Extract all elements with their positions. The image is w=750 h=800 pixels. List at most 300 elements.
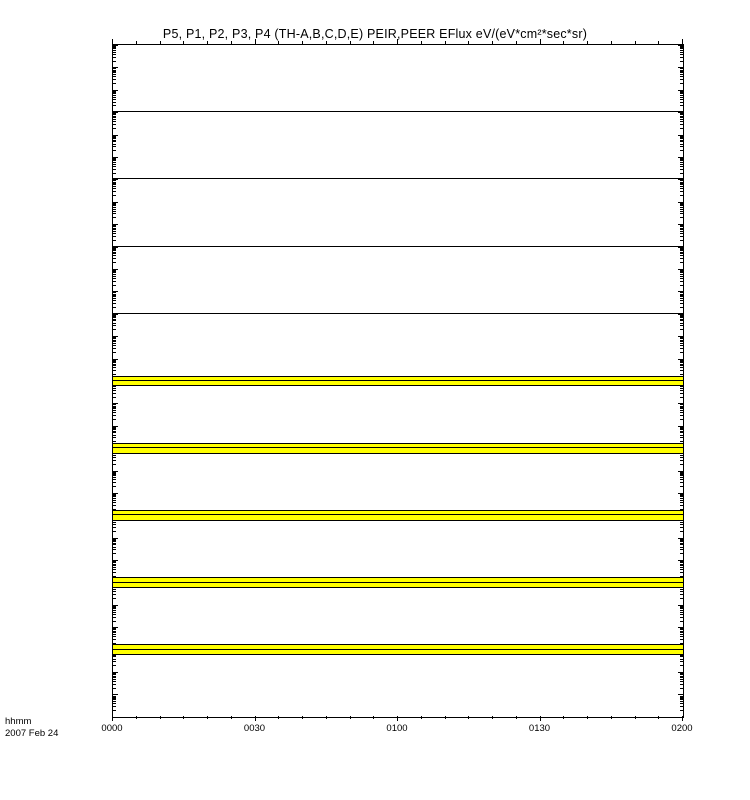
y-axis-minor-tick-mark <box>680 303 683 304</box>
y-axis-minor-tick-mark <box>680 544 683 545</box>
y-axis-minor-tick-mark <box>113 632 116 633</box>
y-axis-minor-tick-mark <box>680 46 683 47</box>
y-axis-minor-tick-mark <box>680 74 683 75</box>
y-axis-minor-tick-mark <box>113 300 116 301</box>
y-axis-minor-tick-mark <box>113 435 116 436</box>
y-axis-minor-tick-mark <box>113 57 116 58</box>
y-axis-minor-tick-mark <box>680 91 683 92</box>
y-axis-minor-tick-mark <box>113 205 116 206</box>
y-axis-minor-tick-mark <box>113 364 116 365</box>
y-axis-minor-tick-mark <box>113 229 116 230</box>
y-axis-minor-tick-mark <box>113 61 116 62</box>
y-axis-minor-tick-mark <box>113 540 116 541</box>
chart-panel <box>113 179 683 246</box>
y-axis-minor-tick-mark <box>113 93 116 94</box>
y-axis-minor-tick-mark <box>680 569 683 570</box>
y-axis-minor-tick-mark <box>113 360 116 361</box>
y-axis-minor-tick-mark <box>113 248 116 249</box>
y-axis-minor-tick-mark <box>113 116 116 117</box>
y-axis-minor-tick-mark <box>680 204 683 205</box>
x-axis-tick-mark <box>397 716 398 721</box>
y-axis-minor-tick-mark <box>113 186 116 187</box>
y-axis-minor-tick-mark <box>113 699 116 700</box>
y-axis-minor-tick-mark <box>680 539 683 540</box>
x-axis-minor-tick-mark <box>231 716 232 719</box>
y-axis-minor-tick-mark <box>113 544 116 545</box>
y-axis-minor-tick-mark <box>680 565 683 566</box>
y-axis-minor-tick-mark <box>680 673 683 674</box>
y-axis-minor-tick-mark <box>113 432 116 433</box>
y-axis-minor-tick-mark <box>113 475 116 476</box>
data-band <box>113 515 683 520</box>
y-axis-minor-tick-mark <box>113 498 116 499</box>
y-axis-minor-tick-mark <box>680 213 683 214</box>
y-axis-minor-tick-mark <box>680 137 683 138</box>
y-axis-minor-tick-mark <box>113 531 116 532</box>
y-axis-minor-tick-mark <box>113 352 116 353</box>
y-axis-minor-tick-mark <box>113 527 116 528</box>
y-axis-minor-tick-mark <box>113 294 116 295</box>
y-axis-minor-tick-mark <box>680 567 683 568</box>
y-axis-minor-tick-mark <box>680 561 683 562</box>
y-axis-minor-tick-mark <box>113 505 116 506</box>
y-axis-minor-tick-mark <box>680 661 683 662</box>
y-axis-minor-tick-mark <box>113 679 116 680</box>
x-axis-minor-tick-mark <box>278 716 279 719</box>
y-axis-minor-tick-mark <box>680 486 683 487</box>
y-axis-minor-tick-mark <box>680 319 683 320</box>
x-axis-tick-mark <box>255 716 256 721</box>
y-axis-minor-tick-mark <box>113 217 116 218</box>
y-axis-minor-tick-mark <box>113 182 116 183</box>
y-axis-minor-tick-mark <box>680 99 683 100</box>
y-axis-minor-tick-mark <box>113 270 116 271</box>
y-axis-minor-tick-mark <box>680 684 683 685</box>
y-axis-minor-tick-mark <box>113 524 116 525</box>
y-axis-minor-tick-mark <box>680 70 683 71</box>
y-axis-minor-tick-mark <box>113 393 116 394</box>
y-axis-minor-tick-mark <box>680 272 683 273</box>
y-axis-minor-tick-mark <box>680 159 683 160</box>
y-axis-minor-tick-mark <box>680 703 683 704</box>
y-axis-minor-tick-mark <box>113 365 116 366</box>
y-axis-minor-tick-mark <box>113 278 116 279</box>
y-axis-minor-tick-mark <box>680 500 683 501</box>
y-axis-minor-tick-mark <box>113 48 116 49</box>
data-band <box>113 381 683 386</box>
y-axis-minor-tick-mark <box>113 83 116 84</box>
y-axis-minor-tick-mark <box>680 203 683 204</box>
chart-title: P5, P1, P2, P3, P4 (TH-A,B,C,D,E) PEIR,PEER EFlux eV/(eV*cm²*sec*sr) <box>162 27 588 41</box>
y-axis-minor-tick-mark <box>113 114 116 115</box>
x-axis-minor-tick-mark <box>445 716 446 719</box>
y-axis-minor-tick-mark <box>680 183 683 184</box>
y-axis-minor-tick-mark <box>680 345 683 346</box>
y-axis-minor-tick-mark <box>680 50 683 51</box>
y-axis-minor-tick-mark <box>680 549 683 550</box>
y-axis-minor-tick-mark <box>113 665 116 666</box>
y-axis-minor-tick-mark <box>113 479 116 480</box>
y-axis-minor-tick-mark <box>113 656 116 657</box>
y-axis-minor-tick-mark <box>680 427 683 428</box>
y-axis-minor-tick-mark <box>113 606 116 607</box>
chart-panel <box>113 247 683 314</box>
y-axis-minor-tick-mark <box>113 564 116 565</box>
y-axis-minor-tick-mark <box>680 57 683 58</box>
y-axis-minor-tick-mark <box>680 102 683 103</box>
time-axis-date: 2007 Feb 24 <box>5 728 59 739</box>
y-axis-minor-tick-mark <box>113 598 116 599</box>
y-axis-minor-tick-mark <box>680 348 683 349</box>
y-axis-minor-tick-mark <box>113 231 116 232</box>
y-axis-minor-tick-mark <box>680 240 683 241</box>
y-axis-minor-tick-mark <box>113 388 116 389</box>
y-axis-minor-tick-mark <box>113 276 116 277</box>
y-axis-minor-tick-mark <box>113 72 116 73</box>
y-axis-minor-tick-mark <box>113 46 116 47</box>
y-axis-minor-tick-mark <box>680 79 683 80</box>
chart-panel <box>113 112 683 179</box>
y-axis-minor-tick-mark <box>113 307 116 308</box>
y-axis-minor-tick-mark <box>113 594 116 595</box>
y-axis-minor-tick-mark <box>113 74 116 75</box>
y-axis-minor-tick-mark <box>113 225 116 226</box>
y-axis-minor-tick-mark <box>113 412 116 413</box>
x-axis-minor-tick-mark <box>516 716 517 719</box>
time-axis-format: hhmm <box>5 716 32 727</box>
x-axis-minor-tick-mark <box>468 716 469 719</box>
y-axis-minor-tick-mark <box>680 195 683 196</box>
y-axis-minor-tick-mark <box>113 71 116 72</box>
y-axis-minor-tick-mark <box>680 404 683 405</box>
y-axis-minor-tick-mark <box>113 159 116 160</box>
y-axis-minor-tick-mark <box>680 397 683 398</box>
y-axis-minor-tick-mark <box>113 271 116 272</box>
y-axis-minor-tick-mark <box>113 472 116 473</box>
y-axis-minor-tick-mark <box>680 607 683 608</box>
y-axis-minor-tick-mark <box>680 591 683 592</box>
y-axis-minor-tick-mark <box>680 160 683 161</box>
y-axis-minor-tick-mark <box>113 203 116 204</box>
y-axis-minor-tick-mark <box>113 274 116 275</box>
y-axis-minor-tick-mark <box>113 703 116 704</box>
y-axis-minor-tick-mark <box>680 169 683 170</box>
y-axis-minor-tick-mark <box>680 612 683 613</box>
y-axis-minor-tick-mark <box>680 393 683 394</box>
y-axis-minor-tick-mark <box>113 97 116 98</box>
x-axis-minor-tick-mark <box>136 716 137 719</box>
y-axis-minor-tick-mark <box>113 589 116 590</box>
y-axis-minor-tick-mark <box>113 52 116 53</box>
y-axis-minor-tick-mark <box>113 348 116 349</box>
y-axis-minor-tick-mark <box>680 474 683 475</box>
x-axis-minor-tick-mark <box>635 716 636 719</box>
y-axis-minor-tick-mark <box>113 407 116 408</box>
y-axis-minor-tick-mark <box>113 698 116 699</box>
y-axis-minor-tick-mark <box>113 228 116 229</box>
y-axis-minor-tick-mark <box>113 706 116 707</box>
y-axis-minor-tick-mark <box>680 676 683 677</box>
y-axis-minor-tick-mark <box>113 315 116 316</box>
y-axis-minor-tick-mark <box>113 252 116 253</box>
y-axis-minor-tick-mark <box>680 527 683 528</box>
y-axis-minor-tick-mark <box>680 278 683 279</box>
y-axis-minor-tick-mark <box>680 505 683 506</box>
y-axis-minor-tick-mark <box>113 631 116 632</box>
y-axis-minor-tick-mark <box>113 494 116 495</box>
y-axis-minor-tick-mark <box>680 407 683 408</box>
y-axis-minor-tick-mark <box>680 138 683 139</box>
y-axis-minor-tick-mark <box>113 137 116 138</box>
y-axis-minor-tick-mark <box>113 569 116 570</box>
y-axis-minor-tick-mark <box>680 217 683 218</box>
y-axis-minor-tick-mark <box>113 99 116 100</box>
y-axis-minor-tick-mark <box>680 250 683 251</box>
y-axis-minor-tick-mark <box>113 427 116 428</box>
y-axis-minor-tick-mark <box>113 121 116 122</box>
y-axis-minor-tick-mark <box>680 119 683 120</box>
y-axis-minor-tick-mark <box>113 211 116 212</box>
y-axis-minor-tick-mark <box>680 699 683 700</box>
y-axis-minor-tick-mark <box>113 76 116 77</box>
y-axis-minor-tick-mark <box>680 370 683 371</box>
y-axis-minor-tick-mark <box>113 561 116 562</box>
y-axis-minor-tick-mark <box>113 404 116 405</box>
data-band <box>113 583 683 588</box>
x-axis-tick-label: 0100 <box>386 723 408 734</box>
y-axis-minor-tick-mark <box>113 124 116 125</box>
y-axis-minor-tick-mark <box>680 296 683 297</box>
y-axis-minor-tick-mark <box>113 262 116 263</box>
y-axis-minor-tick-mark <box>680 614 683 615</box>
y-axis-minor-tick-mark <box>680 337 683 338</box>
y-axis-minor-tick-mark <box>113 285 116 286</box>
y-axis-minor-tick-mark <box>113 150 116 151</box>
y-axis-minor-tick-mark <box>113 361 116 362</box>
y-axis-minor-tick-mark <box>680 710 683 711</box>
y-axis-minor-tick-mark <box>680 248 683 249</box>
y-axis-minor-tick-mark <box>680 295 683 296</box>
chart-panel <box>113 448 683 515</box>
y-axis-minor-tick-mark <box>113 677 116 678</box>
y-axis-minor-tick-mark <box>113 105 116 106</box>
y-axis-minor-tick-mark <box>680 636 683 637</box>
y-axis-minor-tick-mark <box>680 419 683 420</box>
y-axis-minor-tick-mark <box>680 173 683 174</box>
chart-panel <box>113 650 683 717</box>
y-axis-minor-tick-mark <box>680 292 683 293</box>
y-axis-minor-tick-mark <box>680 522 683 523</box>
x-axis-minor-tick-mark <box>611 716 612 719</box>
y-axis-minor-tick-mark <box>680 594 683 595</box>
x-axis-tick-mark <box>112 716 113 721</box>
y-axis-minor-tick-mark <box>680 706 683 707</box>
y-axis-minor-tick-mark <box>113 431 116 432</box>
y-axis-minor-tick-mark <box>680 681 683 682</box>
y-axis-minor-tick-mark <box>680 236 683 237</box>
y-axis-minor-tick-mark <box>680 606 683 607</box>
y-axis-minor-tick-mark <box>680 140 683 141</box>
y-axis-minor-tick-mark <box>680 482 683 483</box>
y-axis-minor-tick-mark <box>113 207 116 208</box>
x-axis-minor-tick-mark <box>492 716 493 719</box>
y-axis-minor-tick-mark <box>680 274 683 275</box>
y-axis-minor-tick-mark <box>113 70 116 71</box>
y-axis-minor-tick-mark <box>113 92 116 93</box>
y-axis-minor-tick-mark <box>113 710 116 711</box>
y-axis-minor-tick-mark <box>113 162 116 163</box>
y-axis-minor-tick-mark <box>680 150 683 151</box>
y-axis-minor-tick-mark <box>113 146 116 147</box>
y-axis-minor-tick-mark <box>680 298 683 299</box>
y-axis-minor-tick-mark <box>113 119 116 120</box>
y-axis-minor-tick-mark <box>113 298 116 299</box>
x-axis-minor-tick-mark <box>326 716 327 719</box>
y-axis-minor-tick-mark <box>113 226 116 227</box>
y-axis-minor-tick-mark <box>113 408 116 409</box>
y-axis-minor-tick-mark <box>680 255 683 256</box>
y-axis-minor-tick-mark <box>113 296 116 297</box>
y-axis-minor-tick-mark <box>680 410 683 411</box>
x-axis-tick-label: 0000 <box>101 723 123 734</box>
y-axis-minor-tick-mark <box>113 180 116 181</box>
y-axis-minor-tick-mark <box>680 388 683 389</box>
y-axis-minor-tick-mark <box>680 628 683 629</box>
y-axis-minor-tick-mark <box>680 146 683 147</box>
y-axis-minor-tick-mark <box>113 419 116 420</box>
y-axis-minor-tick-mark <box>680 361 683 362</box>
y-axis-minor-tick-mark <box>113 629 116 630</box>
y-axis-minor-tick-mark <box>680 83 683 84</box>
y-axis-minor-tick-mark <box>680 610 683 611</box>
y-axis-minor-tick-mark <box>113 464 116 465</box>
y-axis-minor-tick-mark <box>113 258 116 259</box>
y-axis-minor-tick-mark <box>113 173 116 174</box>
y-axis-minor-tick-mark <box>113 204 116 205</box>
y-axis-minor-tick-mark <box>113 474 116 475</box>
y-axis-minor-tick-mark <box>680 621 683 622</box>
y-axis-minor-tick-mark <box>680 498 683 499</box>
y-axis-minor-tick-mark <box>680 323 683 324</box>
y-axis-minor-tick-mark <box>113 68 116 69</box>
y-axis-minor-tick-mark <box>680 186 683 187</box>
x-axis-minor-tick-mark <box>373 716 374 719</box>
y-axis-minor-tick-mark <box>113 608 116 609</box>
y-axis-minor-tick-mark <box>113 303 116 304</box>
y-axis-minor-tick-mark <box>680 191 683 192</box>
chart-panel <box>113 381 683 448</box>
y-axis-minor-tick-mark <box>680 457 683 458</box>
y-axis-minor-tick-mark <box>113 410 116 411</box>
y-axis-minor-tick-mark <box>113 340 116 341</box>
y-axis-minor-tick-mark <box>113 684 116 685</box>
y-axis-minor-tick-mark <box>680 431 683 432</box>
y-axis-minor-tick-mark <box>680 128 683 129</box>
y-axis-minor-tick-mark <box>113 95 116 96</box>
y-axis-minor-tick-mark <box>680 211 683 212</box>
x-axis-minor-tick-mark <box>183 716 184 719</box>
y-axis-minor-tick-mark <box>113 367 116 368</box>
x-axis-tick-mark <box>682 716 683 721</box>
y-axis-minor-tick-mark <box>113 140 116 141</box>
y-axis-minor-tick-mark <box>680 97 683 98</box>
y-axis-minor-tick-mark <box>113 549 116 550</box>
y-axis-minor-tick-mark <box>680 93 683 94</box>
y-axis-minor-tick-mark <box>113 659 116 660</box>
x-axis-tick-label: 0200 <box>671 723 693 734</box>
y-axis-minor-tick-mark <box>113 612 116 613</box>
y-axis-minor-tick-mark <box>680 229 683 230</box>
y-axis-minor-tick-mark <box>680 207 683 208</box>
y-axis-minor-tick-mark <box>113 136 116 137</box>
y-axis-minor-tick-mark <box>680 428 683 429</box>
y-axis-minor-tick-mark <box>680 158 683 159</box>
y-axis-minor-tick-mark <box>680 364 683 365</box>
y-axis-minor-tick-mark <box>113 460 116 461</box>
y-axis-minor-tick-mark <box>113 541 116 542</box>
x-axis-minor-tick-mark <box>302 716 303 719</box>
y-axis-minor-tick-mark <box>680 696 683 697</box>
y-axis-minor-tick-mark <box>680 76 683 77</box>
y-axis-minor-tick-mark <box>680 543 683 544</box>
y-axis-minor-tick-mark <box>680 316 683 317</box>
x-axis-minor-tick-mark <box>587 716 588 719</box>
y-axis-minor-tick-mark <box>680 632 683 633</box>
y-axis-minor-tick-mark <box>680 116 683 117</box>
y-axis-minor-tick-mark <box>680 233 683 234</box>
y-axis-minor-tick-mark <box>680 531 683 532</box>
y-axis-minor-tick-mark <box>680 429 683 430</box>
y-axis-minor-tick-mark <box>680 315 683 316</box>
x-axis-minor-tick-mark <box>421 716 422 719</box>
y-axis-minor-tick-mark <box>680 71 683 72</box>
y-axis-minor-tick-mark <box>113 406 116 407</box>
y-axis-minor-tick-mark <box>680 162 683 163</box>
x-axis-minor-tick-mark <box>658 716 659 719</box>
y-axis-minor-tick-mark <box>113 539 116 540</box>
y-axis-minor-tick-mark <box>680 114 683 115</box>
y-axis-minor-tick-mark <box>680 341 683 342</box>
y-axis-minor-tick-mark <box>680 276 683 277</box>
y-axis-minor-tick-mark <box>113 673 116 674</box>
y-axis-minor-tick-mark <box>113 117 116 118</box>
y-axis-minor-tick-mark <box>680 679 683 680</box>
y-axis-minor-tick-mark <box>680 105 683 106</box>
chart-panel <box>113 515 683 582</box>
y-axis-minor-tick-mark <box>680 547 683 548</box>
y-axis-minor-tick-mark <box>113 47 116 48</box>
y-axis-minor-tick-mark <box>680 253 683 254</box>
y-axis-minor-tick-mark <box>113 697 116 698</box>
y-axis-minor-tick-mark <box>113 429 116 430</box>
x-axis-minor-tick-mark <box>350 716 351 719</box>
y-axis-minor-tick-mark <box>680 656 683 657</box>
y-axis-minor-tick-mark <box>680 629 683 630</box>
y-axis-minor-tick-mark <box>113 272 116 273</box>
y-axis-minor-tick-mark <box>113 397 116 398</box>
y-axis-minor-tick-mark <box>680 677 683 678</box>
y-axis-minor-tick-mark <box>680 475 683 476</box>
y-axis-minor-tick-mark <box>680 294 683 295</box>
chart-panel <box>113 45 683 112</box>
y-axis-minor-tick-mark <box>680 271 683 272</box>
y-axis-minor-tick-mark <box>113 636 116 637</box>
y-axis-minor-tick-mark <box>680 688 683 689</box>
y-axis-minor-tick-mark <box>113 621 116 622</box>
y-axis-minor-tick-mark <box>113 495 116 496</box>
y-axis-minor-tick-mark <box>113 295 116 296</box>
y-axis-minor-tick-mark <box>680 166 683 167</box>
